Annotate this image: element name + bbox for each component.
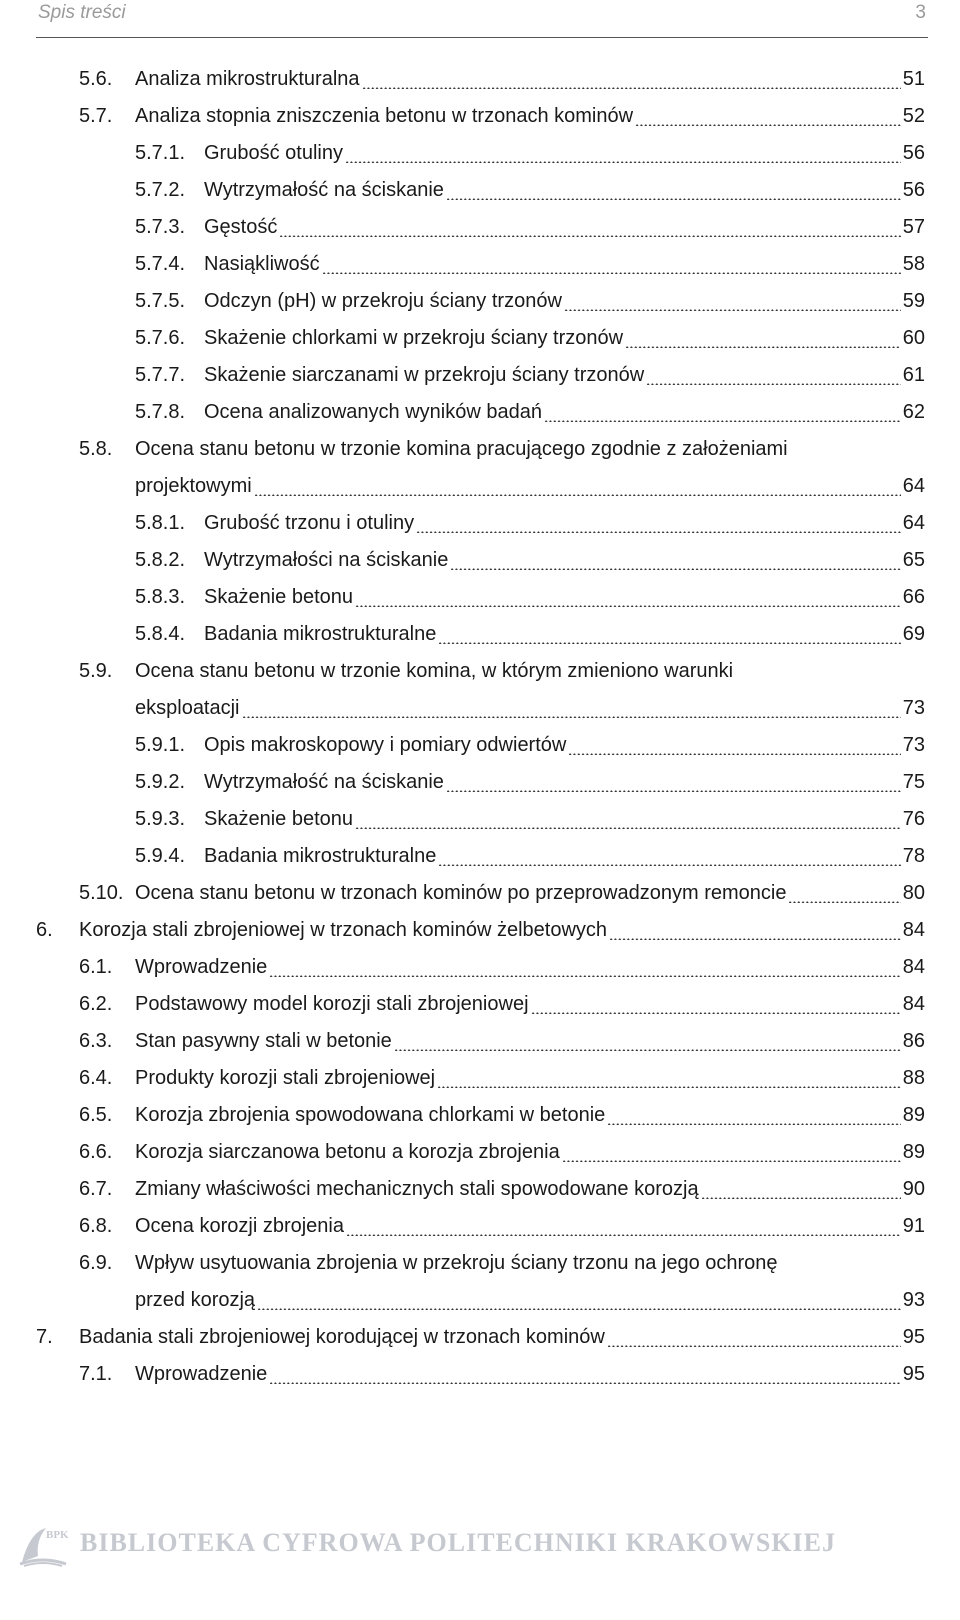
dot-leader: [446, 198, 901, 200]
toc-entry-title: Produkty korozji stali zbrojeniowej: [135, 1067, 436, 1089]
toc-entry-number: 5.7.6.: [135, 327, 186, 349]
table-of-contents: [0, 61, 960, 1393]
toc-entry-number: 5.7.2.: [135, 179, 186, 201]
toc-entry: [0, 1319, 960, 1356]
toc-entry-title: Grubość trzonu i otuliny: [204, 512, 415, 534]
page-number: 3: [915, 2, 926, 23]
toc-entry-page: 56: [902, 142, 925, 164]
toc-entry-title: Podstawowy model korozji stali zbrojeniowej: [135, 993, 529, 1015]
toc-entry-title: Ocena stanu betonu w trzonie komina pracującego zgodnie z założeniami: [135, 438, 788, 460]
dot-leader: [394, 1049, 901, 1051]
toc-entry-page: 58: [902, 253, 925, 275]
toc-entry-title: Ocena stanu betonu w trzonie komina, w którym zmieniono warunki: [135, 660, 734, 682]
toc-entry-page: 84: [902, 993, 925, 1015]
toc-entry: [0, 616, 960, 653]
toc-entry-page: 52: [902, 105, 925, 127]
dot-leader: [562, 1160, 901, 1162]
toc-entry-page: 56: [902, 179, 925, 201]
toc-entry-page: 95: [902, 1363, 925, 1385]
dot-leader: [609, 938, 901, 940]
toc-entry-number: 5.6.: [79, 68, 113, 90]
toc-entry-page: 90: [902, 1178, 925, 1200]
toc-entry: [0, 579, 960, 616]
footer-watermark: [16, 1520, 916, 1570]
toc-entry-number: 5.9.3.: [135, 808, 186, 830]
toc-entry-number: 6.9.: [79, 1252, 113, 1274]
dot-leader: [269, 1382, 900, 1384]
toc-entry-number: 5.10.: [79, 882, 124, 904]
toc-entry-continuation: [0, 1282, 960, 1319]
toc-entry-page: 84: [902, 919, 925, 941]
dot-leader: [607, 1123, 900, 1125]
toc-entry-page: 60: [902, 327, 925, 349]
toc-entry-title: Stan pasywny stali w betonie: [135, 1030, 392, 1052]
toc-entry-number: 6.: [36, 919, 53, 941]
toc-entry: [0, 431, 960, 468]
dot-leader: [416, 531, 901, 533]
toc-entry-page: 93: [902, 1289, 925, 1311]
toc-entry-title: Skażenie chlorkami w przekroju ściany trzonów: [204, 327, 624, 349]
toc-entry: [0, 1356, 960, 1393]
dot-leader: [438, 642, 900, 644]
toc-entry: [0, 61, 960, 98]
toc-entry-page: 89: [902, 1104, 925, 1126]
dot-leader: [279, 235, 900, 237]
toc-entry-title: Wpływ usytuowania zbrojenia w przekroju ściany trzonu na jego ochronę: [135, 1252, 778, 1274]
dot-leader: [242, 716, 901, 718]
dot-leader: [269, 975, 900, 977]
toc-entry: [0, 949, 960, 986]
dot-leader: [438, 864, 900, 866]
toc-entry: [0, 727, 960, 764]
toc-entry-title: Skażenie siarczanami w przekroju ściany trzonów: [204, 364, 645, 386]
toc-entry-page: 86: [902, 1030, 925, 1052]
dot-leader: [531, 1012, 901, 1014]
toc-entry: [0, 209, 960, 246]
dot-leader: [788, 901, 900, 903]
toc-entry-number: 5.9.1.: [135, 734, 186, 756]
dot-leader: [257, 1308, 901, 1310]
dot-leader: [346, 1234, 901, 1236]
toc-entry-page: 61: [902, 364, 925, 386]
toc-entry-page: 57: [902, 216, 925, 238]
toc-entry-title: Grubość otuliny: [204, 142, 343, 164]
toc-entry-page: 75: [902, 771, 925, 793]
toc-entry-page: 78: [902, 845, 925, 867]
toc-entry-number: 5.8.2.: [135, 549, 186, 571]
toc-entry-page: 73: [902, 734, 925, 756]
toc-entry-number: 6.3.: [79, 1030, 113, 1052]
toc-entry-number: 6.7.: [79, 1178, 113, 1200]
toc-entry-title: Badania mikrostrukturalne: [204, 623, 437, 645]
toc-entry-title: Analiza stopnia zniszczenia betonu w trzonach kominów: [135, 105, 634, 127]
dot-leader: [564, 309, 901, 311]
toc-entry-title: Badania stali zbrojeniowej korodującej w trzonach kominów: [79, 1326, 605, 1348]
toc-entry-number: 6.1.: [79, 956, 113, 978]
toc-entry: [0, 394, 960, 431]
toc-entry-page: 64: [902, 475, 925, 497]
toc-entry: [0, 801, 960, 838]
toc-entry-title: Wytrzymałość na ściskanie: [204, 179, 444, 201]
toc-entry-number: 5.8.3.: [135, 586, 186, 608]
dot-leader: [635, 124, 901, 126]
toc-entry-number: 6.6.: [79, 1141, 113, 1163]
running-title: Spis treści: [38, 2, 126, 23]
toc-entry-title: eksploatacji: [135, 697, 240, 719]
dot-leader: [362, 87, 901, 89]
toc-entry-page: 73: [902, 697, 925, 719]
toc-entry-title: Korozja siarczanowa betonu a korozja zbrojenia: [135, 1141, 560, 1163]
toc-entry-number: 5.7.4.: [135, 253, 186, 275]
toc-entry-title: Gęstość: [204, 216, 278, 238]
dot-leader: [345, 161, 901, 163]
toc-entry-number: 5.9.: [79, 660, 113, 682]
toc-entry-page: 84: [902, 956, 925, 978]
toc-entry-title: Analiza mikrostrukturalna: [135, 68, 360, 90]
dot-leader: [322, 272, 901, 274]
toc-entry-number: 6.4.: [79, 1067, 113, 1089]
toc-entry-title: Korozja stali zbrojeniowej w trzonach kominów żelbetowych: [79, 919, 608, 941]
toc-entry-number: 6.5.: [79, 1104, 113, 1126]
toc-entry: [0, 135, 960, 172]
toc-entry: [0, 320, 960, 357]
toc-entry-page: 76: [902, 808, 925, 830]
toc-entry: [0, 912, 960, 949]
toc-entry-title: Ocena analizowanych wyników badań: [204, 401, 542, 423]
toc-entry: [0, 1134, 960, 1171]
toc-entry: [0, 986, 960, 1023]
toc-entry: [0, 875, 960, 912]
toc-entry-continuation: [0, 690, 960, 727]
toc-entry-title: Wytrzymałość na ściskanie: [204, 771, 444, 793]
toc-entry-page: 65: [902, 549, 925, 571]
toc-entry-title: Ocena korozji zbrojenia: [135, 1215, 344, 1237]
dot-leader: [625, 346, 901, 348]
toc-entry: [0, 1171, 960, 1208]
svg-text:BPK: BPK: [46, 1529, 69, 1541]
toc-entry-page: 62: [902, 401, 925, 423]
toc-entry-number: 5.7.: [79, 105, 113, 127]
library-name: BIBLIOTEKA CYFROWA POLITECHNIKI KRAKOWSKIEJ: [80, 1528, 836, 1557]
dot-leader: [607, 1345, 901, 1347]
toc-entry: [0, 1097, 960, 1134]
toc-entry-title: Ocena stanu betonu w trzonach kominów po przeprowadzonym remoncie: [135, 882, 787, 904]
dot-leader: [437, 1086, 901, 1088]
toc-entry-page: 66: [902, 586, 925, 608]
toc-entry-number: 5.9.2.: [135, 771, 186, 793]
toc-entry-number: 5.8.4.: [135, 623, 186, 645]
toc-entry-title: projektowymi: [135, 475, 252, 497]
toc-entry-page: 69: [902, 623, 925, 645]
dot-leader: [355, 605, 901, 607]
toc-entry: [0, 98, 960, 135]
toc-entry: [0, 283, 960, 320]
toc-entry: [0, 838, 960, 875]
toc-entry-title: Odczyn (pH) w przekroju ściany trzonów: [204, 290, 562, 312]
toc-entry-number: 7.: [36, 1326, 53, 1348]
toc-entry-number: 5.7.8.: [135, 401, 186, 423]
toc-entry: [0, 505, 960, 542]
toc-entry-number: 7.1.: [79, 1363, 113, 1385]
page-header: [36, 0, 928, 38]
dot-leader: [568, 753, 900, 755]
toc-entry-title: Wprowadzenie: [135, 956, 268, 978]
toc-entry-title: przed korozją: [135, 1289, 256, 1311]
toc-entry-page: 80: [902, 882, 925, 904]
toc-entry-continuation: [0, 468, 960, 505]
toc-entry: [0, 764, 960, 801]
dot-leader: [446, 790, 901, 792]
toc-entry-page: 51: [902, 68, 925, 90]
toc-entry: [0, 1023, 960, 1060]
toc-entry-page: 89: [902, 1141, 925, 1163]
toc-entry: [0, 246, 960, 283]
toc-entry-title: Opis makroskopowy i pomiary odwiertów: [204, 734, 567, 756]
dot-leader: [254, 494, 901, 496]
toc-entry-number: 5.7.5.: [135, 290, 186, 312]
toc-entry: [0, 542, 960, 579]
toc-entry-number: 6.8.: [79, 1215, 113, 1237]
dot-leader: [355, 827, 901, 829]
toc-entry: [0, 1208, 960, 1245]
toc-entry: [0, 1060, 960, 1097]
toc-entry-title: Zmiany właściwości mechanicznych stali spowodowane korozją: [135, 1178, 699, 1200]
toc-entry: [0, 357, 960, 394]
toc-entry-title: Skażenie betonu: [204, 586, 354, 608]
toc-entry: [0, 1245, 960, 1282]
dot-leader: [646, 383, 901, 385]
toc-entry-number: 6.2.: [79, 993, 113, 1015]
toc-entry-page: 88: [902, 1067, 925, 1089]
dot-leader: [450, 568, 900, 570]
toc-entry-number: 5.8.: [79, 438, 113, 460]
toc-entry-title: Wytrzymałości na ściskanie: [204, 549, 449, 571]
toc-entry-number: 5.8.1.: [135, 512, 186, 534]
library-logo-icon: [16, 1522, 70, 1568]
toc-entry-title: Badania mikrostrukturalne: [204, 845, 437, 867]
toc-entry-page: 59: [902, 290, 925, 312]
toc-entry: [0, 172, 960, 209]
toc-entry-title: Skażenie betonu: [204, 808, 354, 830]
toc-entry-number: 5.7.3.: [135, 216, 186, 238]
toc-entry-page: 95: [902, 1326, 925, 1348]
toc-entry-number: 5.9.4.: [135, 845, 186, 867]
toc-entry-title: Korozja zbrojenia spowodowana chlorkami w betonie: [135, 1104, 606, 1126]
toc-entry-page: 64: [902, 512, 925, 534]
dot-leader: [701, 1197, 901, 1199]
toc-entry-number: 5.7.7.: [135, 364, 186, 386]
dot-leader: [544, 420, 901, 422]
toc-entry-number: 5.7.1.: [135, 142, 186, 164]
toc-entry-title: Wprowadzenie: [135, 1363, 268, 1385]
toc-entry-page: 91: [902, 1215, 925, 1237]
toc-entry: [0, 653, 960, 690]
toc-entry-title: Nasiąkliwość: [204, 253, 320, 275]
